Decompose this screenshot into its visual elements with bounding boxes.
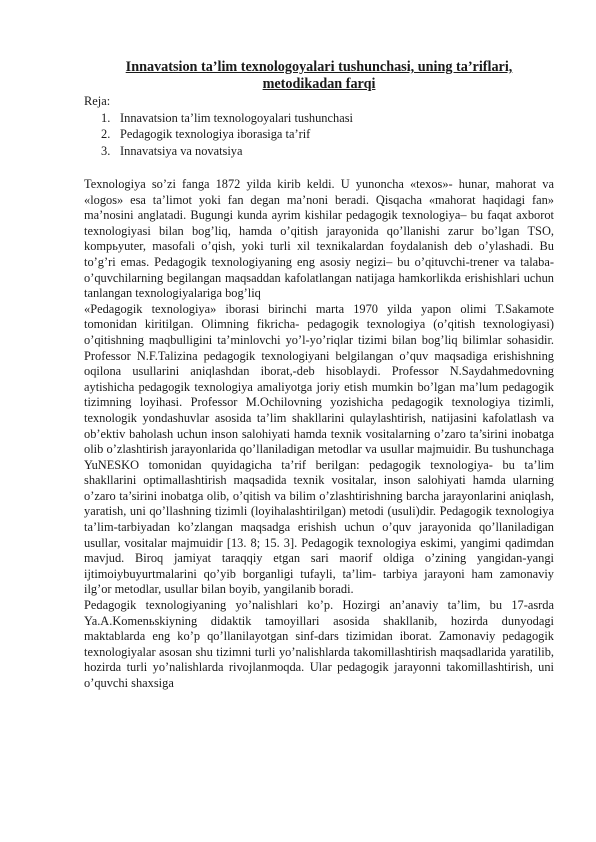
plan-item-text: Innavatsion ta’lim texnologoyalari tushunchasi [120, 111, 353, 125]
body-paragraph: Texnologiya so’zi fanga 1872 yilda kirib keldi. U yunoncha «texos»- hunar, mahorat va «logos» esa ta’limot yoki fan degan ma’noni beradi. Qisqacha «mahorat haqidagi fan» ma’nosini anglatadi. Bugungi kunda ayrim kishilar pedagogik texnologiya– bu faqat axborot texnologiyasi bilan bog’liq, hamda o’qitish jarayonida qo’llanishi zarur bo’lgan TSO, kompьyuter, masofali o’qish, yoki turli xil texnikalardan foydalanish deb o’ylashadi. Bu to’g’ri emas. Pedagogik texnologiyaning eng asosiy negizi– bu o’qituvchi-trener va talaba-o’quvchilarning begilangan maqsaddan kafolatlangan natijaga hamkorlikda erishishlari uchun tanlangan texnologiyalariga bog’liq [84, 177, 554, 301]
plan-item [84, 110, 353, 126]
plan-item-text: Innavatsiya va novatsiya [120, 143, 243, 158]
title-line-1: Innavatsion ta’lim texnologoyalari tushunchasi, uning ta’riflari, [125, 59, 513, 75]
body-paragraph: «Pedagogik texnologiya» iborasi birinchi marta 1970 yilda yapon olimi T.Sakamote tomonidan kiritilgan. Olimning fikricha- pedagogik texnologiya (o’qitish texnologiyasi) o’qitishning maqbulligini ta’minlovchi yo’l-yo’riqlar tizimi bilan bog’liq bilimlar sohasidir. Professor N.F.Talizina pedagogik texnologiyani belgilangan o’quv maqsadiga erishishning oqilona usullarini aniqlashdan iborat,-deb hisoblaydi. Professor N.Saydahmedovning aytishicha pedagogik texnologiya amaliyotga joriy etish mumkin bo’lgan ma’lum pedagogik tizimning loyihasi. Professor M.Ochilovning yozishicha pedagogik texnologiya tizimli, texnologik yondashuvlar asosida ta’lim shakllarini qulaylashtirish, natijasini kafolatlash va ob’ektiv baholash uchun inson salohiyati hamda texnik vositalarning o’zaro ta’sirini inobatga olib o’zlashtirish jarayonlarida qo’llaniladigan metodlar va usullar majmuidir. Bu tushunchaga YuNESKO tomonidan quyidagicha ta’rif berilgan: pedagogik texnologiya- bu ta’lim shakllarini optimallashtirish maqsadida texnik vositalar, inson salohiyati hamda ularning o’zaro ta’sirini inobatga olib, o’qitish va bilim o’zlashtirishning barcha jarayonlarini aniqlash, yaratish, uni qo’llashning tizimli (loyihalashtirilgan) metodi (usuli)dir. Pedagogik texnologiya ta’lim-tarbiyadan ko’zlangan maqsadga erishish uchun o’quv jarayonida qo’llaniladigan usullar, vositalar majmuidir [13. 8; 15. 3]. Pedagogik texnologiya eskimi, yangimi qadimdan mavjud. Biroq jamiyat taraqqiy etgan sari maorif oldiga o’zining yangidan-yangi ijtimoiybuyurtmalarini qo’yib borganligi tufayli, ta’lim- tarbiya jarayoni ham zamonaviy ilg’or metodlar, usullar bilan boyib, yangilanib boradi. [84, 301, 554, 597]
plan-label: Reja: [84, 94, 111, 108]
body-paragraph: Pedagogik texnologiyaning yo’nalishlari ko’p. Hozirgi an’anaviy ta’lim, bu 17-asrda Ya.A.Komenьskiyning didaktik tamoyillari asosida shakllanib, hozirda dunyodagi maktablarda eng ko’p qo’llanilayotgan sinf-dars tizimidan iborat. Zamonaviy pedagogik texnologiyalar asosan shu tizimni turli yo’nalishlarda takomillashtirish maqsadlarida yaratilib, hozirda turli yo’nalishlarda rivojlanmoqda. Ular pedagogik jarayonni takomillashtirish, uni o’quvchi shaxsiga [84, 598, 554, 690]
plan-item-number: 1. [101, 111, 111, 125]
document-body [84, 177, 554, 692]
plan-item [84, 143, 353, 159]
plan-list [84, 110, 353, 159]
document-title [84, 59, 554, 93]
plan-item-number: 2. [101, 127, 111, 142]
plan-item-number: 3. [101, 143, 111, 158]
title-line-2: metodikadan farqi [262, 76, 376, 92]
plan-item [84, 126, 353, 142]
plan-item-text: Pedagogik texnologiya iborasiga ta’rif [120, 127, 311, 142]
